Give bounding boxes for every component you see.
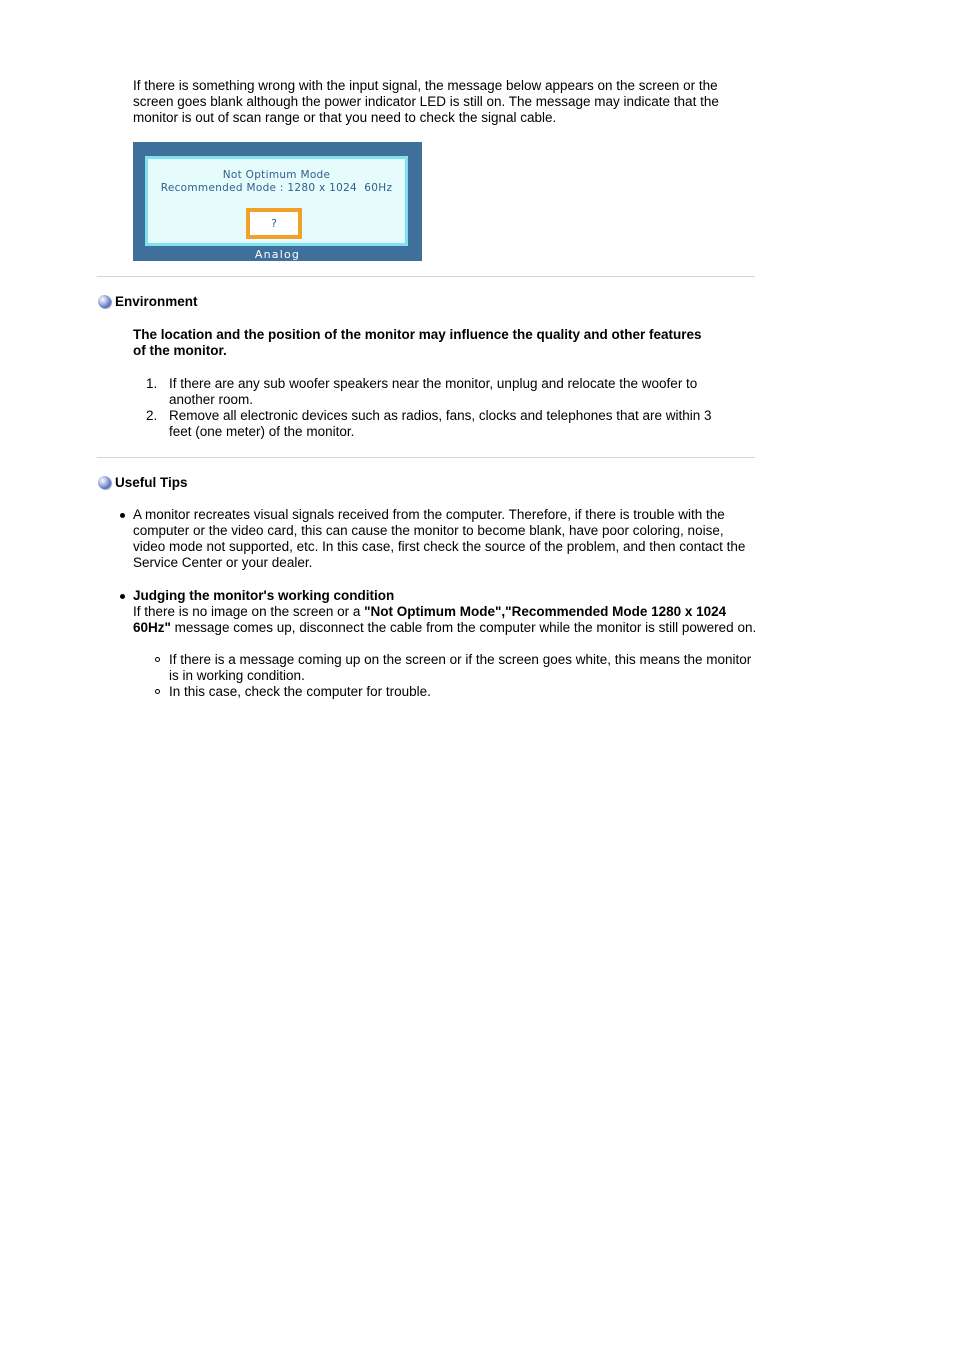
osd-line-recommended: Recommended Mode : 1280 x 1024 60Hz — [160, 182, 393, 194]
circle-bullet-icon — [155, 657, 160, 662]
useful-tips-heading — [98, 475, 188, 491]
sphere-bullet-icon — [98, 295, 111, 308]
sub-list-item — [133, 652, 753, 684]
tip-title: Judging the monitor's working condition — [133, 588, 395, 603]
osd-message-image — [133, 142, 422, 261]
list-spacer — [118, 571, 758, 588]
section-divider — [97, 276, 755, 277]
tip-text-bold: "Not Optimum Mode","Recommended Mode 1280 x 1024 60Hz" — [133, 604, 727, 635]
sub-list — [133, 652, 753, 700]
list-item — [146, 376, 726, 408]
environment-heading — [98, 294, 198, 310]
environment-list — [146, 376, 726, 440]
section-divider — [97, 457, 755, 458]
sphere-bullet-icon — [98, 476, 111, 489]
tips-list — [118, 507, 758, 636]
sub-item-text: In this case, check the computer for trouble. — [169, 684, 431, 699]
list-item-text: Remove all electronic devices such as radios, fans, clocks and telephones that are within 3 feet (one meter) of the monitor. — [169, 408, 712, 439]
list-item-text: If there are any sub woofer speakers near the monitor, unplug and relocate the woofer to another room. — [169, 376, 698, 407]
osd-message-box — [145, 156, 408, 246]
osd-line-not-optimum: Not Optimum Mode — [222, 169, 331, 181]
environment-heading-text: Environment — [115, 294, 198, 309]
bullet-dot-icon — [120, 513, 125, 518]
list-item-number: 2. — [146, 408, 158, 423]
list-item — [118, 588, 758, 636]
tip-text-post: message comes up, disconnect the cable from the computer while the monitor is still powered on. — [170, 620, 757, 635]
circle-bullet-icon — [155, 689, 160, 694]
sub-list-item — [133, 684, 753, 700]
useful-tips-heading-text: Useful Tips — [115, 475, 188, 490]
osd-analog-label: Analog — [254, 248, 301, 261]
environment-note: The location and the position of the monitor may influence the quality and other features of the monitor. — [133, 327, 702, 358]
tip-text: A monitor recreates visual signals received from the computer. Therefore, if there is trouble with the computer or the video card, this can cause the monitor to become blank, have poor coloring, noise, video mode not supported, etc. In this case, first check the source of the problem, and then contact the Service Center or your dealer. — [133, 507, 746, 570]
intro-paragraph: If there is something wrong with the input signal, the message below appears on the screen or the screen goes blank although the power indicator LED is still on. The message may indicate that the monitor is out of scan range or that you need to check the signal cable. — [133, 78, 719, 125]
list-item — [118, 507, 758, 571]
sub-item-text: If there is a message coming up on the screen or if the screen goes white, this means the monitor is in working condition. — [169, 652, 752, 683]
list-item — [146, 408, 726, 440]
osd-question-box: ? — [246, 208, 302, 239]
bullet-dot-icon — [120, 594, 125, 599]
list-item-number: 1. — [146, 376, 158, 391]
tip-text-pre: If there is no image on the screen or a — [133, 604, 365, 619]
